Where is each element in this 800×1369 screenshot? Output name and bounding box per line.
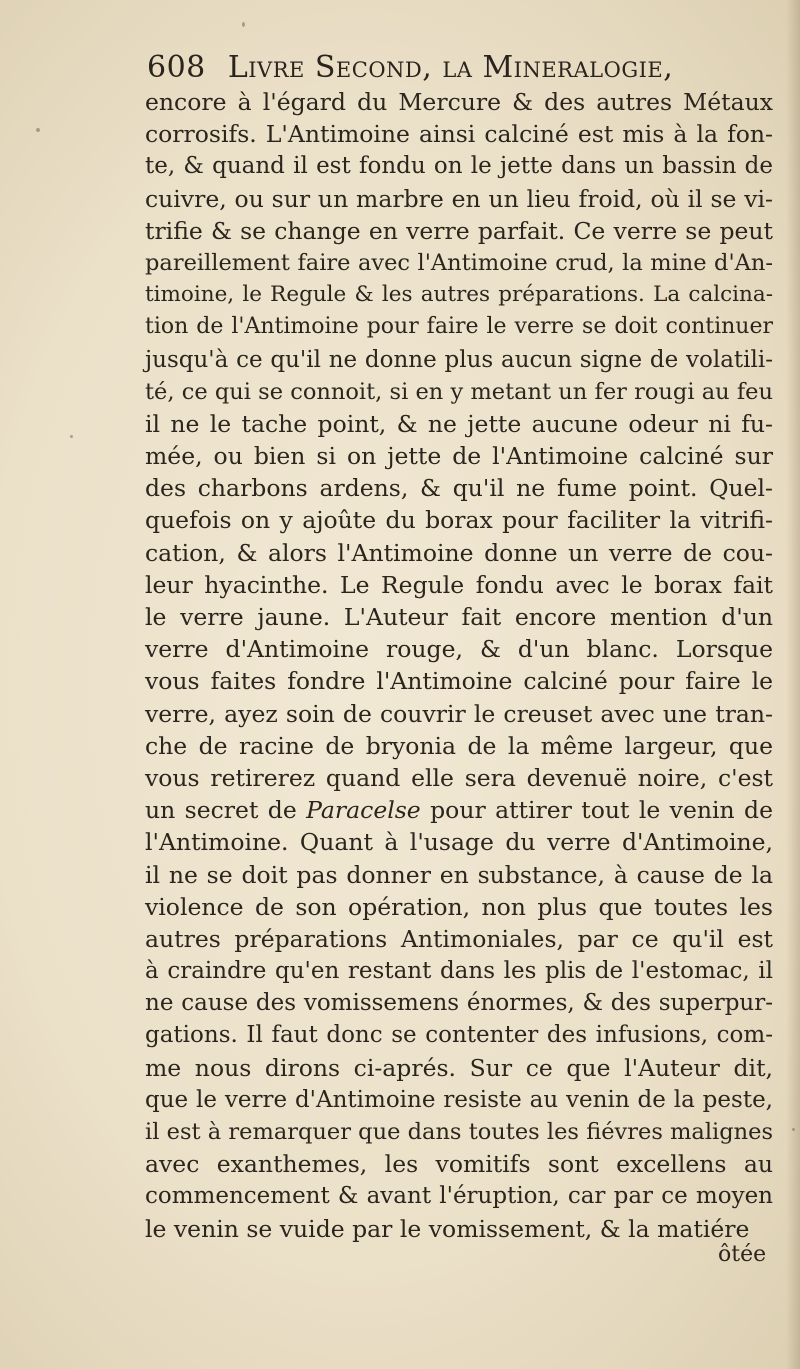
- text-line: té, ce qui se connoit, si en y metant un fer rougi au feu: [145, 378, 773, 405]
- paper-speck: [792, 1128, 795, 1131]
- paper-speck: [36, 128, 40, 132]
- text-line: jusqu'à ce qu'il ne donne plus aucun signe de volatili-: [145, 346, 773, 373]
- page-edge-shadow: [786, 0, 800, 1369]
- page-number: 608: [147, 50, 206, 85]
- text-line: verre, ayez soin de couvrir le creuset avec une tran-: [145, 699, 773, 728]
- text-line: te, & quand il est fondu on le jette dans un bassin de: [145, 153, 773, 180]
- catchword: ôtée: [718, 1242, 767, 1267]
- text-line: cation, & alors l'Antimoine donne un verre de cou-: [145, 538, 773, 567]
- text-line: un secret de Paracelse pour attirer tout le venin de: [145, 796, 774, 825]
- text-line: commencement & avant l'éruption, car par ce moyen: [145, 1183, 773, 1210]
- body-text: [145, 86, 773, 1245]
- text-line: que le verre d'Antimoine resiste au venin de la peste,: [145, 1086, 773, 1113]
- paper-speck: [70, 435, 73, 438]
- text-line: encore à l'égard du Mercure & des autres Métaux: [145, 88, 773, 116]
- text-line: corrosifs. L'Antimoine ainsi calciné est mis à la fon-: [145, 120, 773, 149]
- text-line: il ne se doit pas donner en substance, à cause de la: [145, 860, 773, 889]
- text-line: pareillement faire avec l'Antimoine crud, la mine d'An-: [145, 249, 773, 276]
- text-line: des charbons ardens, & qu'il ne fume point. Quel-: [145, 474, 773, 503]
- text-line: ne cause des vomissemens énormes, & des superpur-: [145, 990, 773, 1017]
- paper-speck: [242, 22, 245, 27]
- running-header: [147, 50, 787, 90]
- text-line: l'Antimoine. Quant à l'usage du verre d'Antimoine,: [145, 828, 773, 857]
- text-line: vous retirerez quand elle sera devenuë noire, c'est: [145, 763, 773, 792]
- text-line: tion de l'Antimoine pour faire le verre se doit continuer: [145, 314, 773, 340]
- text-line: autres préparations Antimoniales, par ce qu'il est: [145, 924, 773, 953]
- text-line: avec exanthemes, les vomitifs sont excellens au: [145, 1150, 773, 1179]
- text-line: cuivre, ou sur un marbre en un lieu froid, où il se vi-: [145, 184, 773, 213]
- text-line: verre d'Antimoine rouge, & d'un blanc. Lorsque: [145, 635, 773, 664]
- text-line: il est à remarquer que dans toutes les fiévres malignes: [145, 1119, 773, 1145]
- text-line: trifie & se change en verre parfait. Ce verre se peut: [145, 216, 773, 245]
- text-line: leur hyacinthe. Le Regule fondu avec le borax fait: [145, 570, 773, 599]
- text-line: violence de son opération, non plus que toutes les: [145, 892, 773, 921]
- text-line: timoine, le Regule & les autres préparations. La calcina-: [145, 282, 773, 308]
- text-line: che de racine de bryonia de la même largeur, que: [145, 731, 773, 760]
- text-line: mée, ou bien si on jette de l'Antimoine calciné sur: [145, 442, 773, 471]
- text-line: quefois on y ajoûte du borax pour faciliter la vitrifi-: [145, 506, 773, 535]
- text-line: le venin se vuide par le vomissement, & la matiére: [145, 1214, 750, 1243]
- text-line: vous faites fondre l'Antimoine calciné pour faire le: [145, 667, 773, 696]
- text-line: il ne le tache point, & ne jette aucune odeur ni fu-: [145, 409, 773, 438]
- text-line: me nous dirons ci-aprés. Sur ce que l'Auteur dit,: [145, 1053, 773, 1082]
- text-line: le verre jaune. L'Auteur fait encore mention d'un: [145, 603, 773, 631]
- running-title: Livre Second, la Mineralogie,: [227, 50, 674, 85]
- text-line: gations. Il faut donc se contenter des infusions, com-: [145, 1022, 773, 1049]
- italic-name: Paracelse: [306, 796, 421, 825]
- text-line: à craindre qu'en restant dans les plis de l'estomac, il: [145, 958, 773, 985]
